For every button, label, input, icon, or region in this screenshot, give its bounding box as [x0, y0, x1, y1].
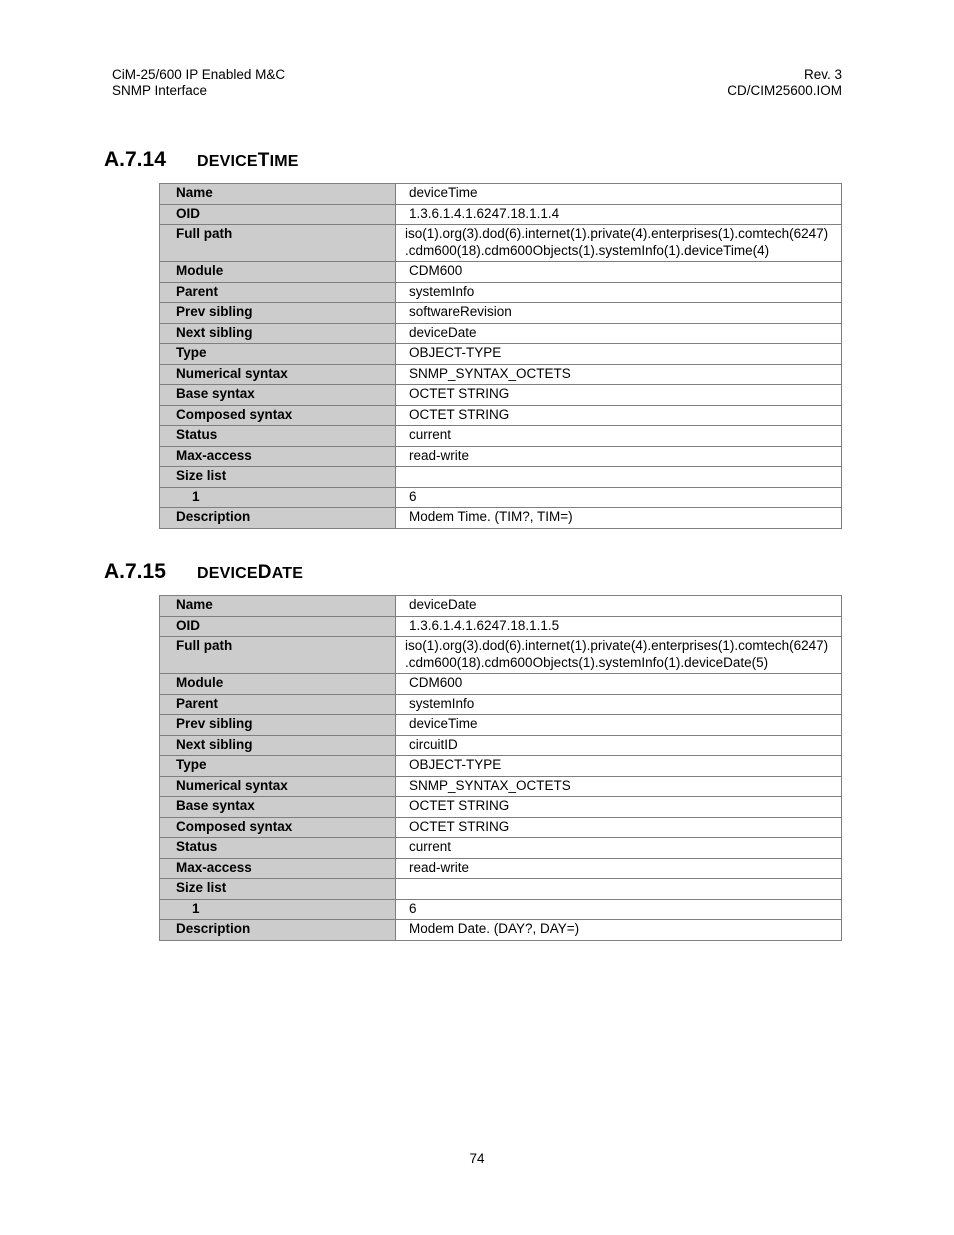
- section-heading-devicedate: [104, 560, 303, 584]
- mib-table-devicetime: [159, 183, 842, 529]
- table-row: [160, 694, 842, 715]
- row-value: deviceTime: [396, 715, 842, 736]
- table-row: [160, 385, 842, 406]
- table-row: [160, 596, 842, 617]
- table-row: [160, 446, 842, 467]
- row-label: Next sibling: [160, 323, 396, 344]
- table-row: [160, 405, 842, 426]
- row-label: Full path: [160, 225, 396, 262]
- full-path-line: iso(1).org(3).dod(6).internet(1).private(4).enterprises(1).comtech(6247): [405, 226, 829, 241]
- row-label: Description: [160, 508, 396, 529]
- row-value: read-write: [396, 446, 842, 467]
- row-label: Prev sibling: [160, 303, 396, 324]
- row-label: Parent: [160, 694, 396, 715]
- row-label: Size list: [160, 879, 396, 900]
- row-value: [396, 879, 842, 900]
- table-row: [160, 879, 842, 900]
- row-label: Size list: [160, 467, 396, 488]
- row-value: OCTET STRING: [396, 797, 842, 818]
- row-label: OID: [160, 616, 396, 637]
- row-value: deviceDate: [396, 596, 842, 617]
- table-row: [160, 637, 842, 674]
- table-row: [160, 225, 842, 262]
- section-title: DEVICEDATE: [197, 562, 304, 583]
- row-label: 1: [160, 487, 396, 508]
- document-id: CD/CIM25600.IOM: [727, 83, 842, 98]
- row-value: 6: [396, 899, 842, 920]
- full-path-line: .cdm600(18).cdm600Objects(1).systemInfo(1).deviceDate(5): [405, 654, 769, 670]
- row-value: circuitID: [396, 735, 842, 756]
- row-label: Base syntax: [160, 385, 396, 406]
- row-label: Next sibling: [160, 735, 396, 756]
- document-header-left: [112, 67, 285, 99]
- row-label: Max-access: [160, 858, 396, 879]
- row-value: [396, 467, 842, 488]
- row-value: SNMP_SYNTAX_OCTETS: [396, 776, 842, 797]
- table-row: [160, 426, 842, 447]
- table-row: [160, 467, 842, 488]
- row-value: SNMP_SYNTAX_OCTETS: [396, 364, 842, 385]
- row-label: Type: [160, 756, 396, 777]
- row-label: Type: [160, 344, 396, 365]
- row-label: Numerical syntax: [160, 776, 396, 797]
- table-row: [160, 303, 842, 324]
- section-title: DEVICETIME: [197, 150, 299, 171]
- row-value: deviceTime: [396, 184, 842, 205]
- table-row: [160, 282, 842, 303]
- table-row: [160, 674, 842, 695]
- row-value: read-write: [396, 858, 842, 879]
- row-label: Name: [160, 596, 396, 617]
- row-value: OCTET STRING: [396, 817, 842, 838]
- row-value: OBJECT-TYPE: [396, 344, 842, 365]
- row-label: Max-access: [160, 446, 396, 467]
- table-row: [160, 204, 842, 225]
- row-label: Prev sibling: [160, 715, 396, 736]
- row-label: Numerical syntax: [160, 364, 396, 385]
- row-value: [396, 637, 842, 674]
- table-row: [160, 817, 842, 838]
- row-value: Modem Date. (DAY?, DAY=): [396, 920, 842, 941]
- row-value: 1.3.6.1.4.1.6247.18.1.1.4: [396, 204, 842, 225]
- row-value: systemInfo: [396, 694, 842, 715]
- full-path-line: .cdm600(18).cdm600Objects(1).systemInfo(1).deviceTime(4): [405, 242, 770, 258]
- row-label: Module: [160, 674, 396, 695]
- manual-subtitle: SNMP Interface: [112, 83, 208, 98]
- row-label: 1: [160, 899, 396, 920]
- row-value: deviceDate: [396, 323, 842, 344]
- table-row: [160, 323, 842, 344]
- row-value: CDM600: [396, 262, 842, 283]
- table-row: [160, 920, 842, 941]
- section-number: A.7.15: [104, 560, 166, 583]
- section-heading-devicetime: [104, 148, 299, 172]
- table-row: [160, 262, 842, 283]
- row-value: OCTET STRING: [396, 405, 842, 426]
- row-value: current: [396, 426, 842, 447]
- row-value: Modem Time. (TIM?, TIM=): [396, 508, 842, 529]
- row-value: OBJECT-TYPE: [396, 756, 842, 777]
- row-value: current: [396, 838, 842, 859]
- row-value: OCTET STRING: [396, 385, 842, 406]
- row-label: Module: [160, 262, 396, 283]
- table-row: [160, 797, 842, 818]
- table-row: [160, 364, 842, 385]
- row-label: Description: [160, 920, 396, 941]
- row-value: [396, 225, 842, 262]
- table-row: [160, 899, 842, 920]
- row-label: Composed syntax: [160, 817, 396, 838]
- table-row: [160, 735, 842, 756]
- row-label: Parent: [160, 282, 396, 303]
- row-label: Name: [160, 184, 396, 205]
- row-label: Status: [160, 838, 396, 859]
- table-row: [160, 715, 842, 736]
- product-title: CiM-25/600 IP Enabled M&C: [112, 67, 286, 82]
- table-row: [160, 756, 842, 777]
- row-label: Base syntax: [160, 797, 396, 818]
- row-value: 6: [396, 487, 842, 508]
- table-row: [160, 858, 842, 879]
- table-row: [160, 616, 842, 637]
- row-value: CDM600: [396, 674, 842, 695]
- mib-table-devicedate: [159, 595, 842, 941]
- table-row: [160, 838, 842, 859]
- row-label: Full path: [160, 637, 396, 674]
- table-row: [160, 508, 842, 529]
- table-row: [160, 487, 842, 508]
- table-row: [160, 344, 842, 365]
- section-number: A.7.14: [104, 148, 166, 171]
- full-path-line: iso(1).org(3).dod(6).internet(1).private(4).enterprises(1).comtech(6247): [405, 638, 829, 653]
- table-row: [160, 184, 842, 205]
- row-label: OID: [160, 204, 396, 225]
- page-number: 74: [469, 1151, 485, 1166]
- revision-label: Rev. 3: [803, 67, 842, 82]
- row-value: 1.3.6.1.4.1.6247.18.1.1.5: [396, 616, 842, 637]
- row-label: Status: [160, 426, 396, 447]
- row-label: Composed syntax: [160, 405, 396, 426]
- table-row: [160, 776, 842, 797]
- document-header-right: [727, 67, 842, 99]
- row-value: systemInfo: [396, 282, 842, 303]
- row-value: softwareRevision: [396, 303, 842, 324]
